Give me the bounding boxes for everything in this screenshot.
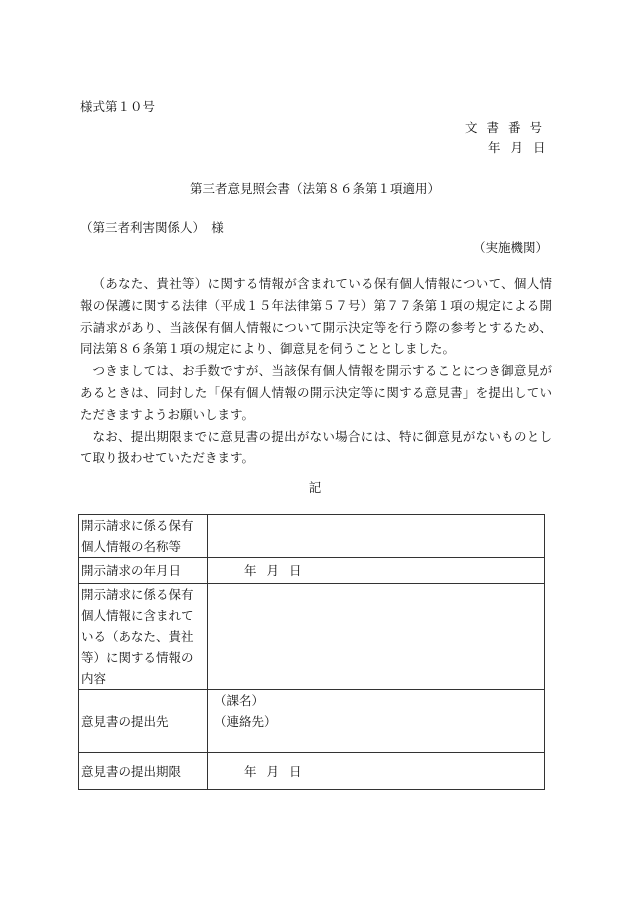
department-name-label: （課名）	[214, 693, 265, 708]
contact-label: （連絡先）	[214, 714, 277, 729]
row-value-submission-deadline[interactable]	[208, 753, 545, 790]
body-paragraph-1: （あなた、貴社等）に関する情報が含まれている保有個人情報について、個人情報の保護に関する法律（平成１５年法律第５７号）第７７条第１項の規定による開示請求があり、当該保有個人情報について開示決定等を行う際の参考とするため、同法第８６条第１項の規定により、御意見を伺うこととしました。	[80, 276, 552, 357]
ki-heading: 記	[308, 480, 322, 495]
table-row	[79, 753, 545, 790]
document-title: 第三者意見照会書（法第８６条第１項適用）	[189, 181, 440, 196]
row-value-information-name[interactable]	[208, 515, 545, 558]
row-label-submission-deadline: 意見書の提出期限	[79, 753, 208, 790]
row-value-information-content[interactable]	[208, 584, 545, 690]
row-label-submission-destination: 意見書の提出先	[79, 690, 208, 753]
sender-organization: （実施機関）	[472, 240, 548, 255]
form-number: 様式第１０号	[80, 99, 156, 114]
issue-date-line: 年月日	[488, 140, 556, 155]
row-label-request-date: 開示請求の年月日	[79, 558, 208, 584]
request-date-blank: 年月日	[244, 563, 312, 578]
table-row	[79, 558, 545, 584]
body-paragraph-3: なお、提出期限までに意見書の提出がない場合には、特に御意見がないものとして取り扱わせていただきます。	[80, 428, 552, 466]
row-value-request-date[interactable]	[208, 558, 545, 584]
addressee: （第三者利害関係人） 様	[80, 220, 224, 235]
row-label-information-content: 開示請求に係る保有個人情報に含まれている（あなた、貴社等）に関する情報の内容	[79, 584, 208, 690]
table-row	[79, 515, 545, 558]
details-table	[78, 514, 545, 790]
row-value-submission-destination[interactable]	[208, 690, 545, 753]
document-number-label: 文書番号	[465, 120, 552, 135]
deadline-date-blank: 年月日	[244, 763, 312, 779]
table-row	[79, 690, 545, 753]
table-row	[79, 584, 545, 690]
body-text	[80, 273, 552, 469]
body-paragraph-2: つきましては、お手数ですが、当該保有個人情報を開示することにつき御意見があるときは、同封した「保有個人情報の開示決定等に関する意見書」を提出していただきますようお願いします。	[80, 363, 552, 422]
row-label-information-name: 開示請求に係る保有個人情報の名称等	[79, 515, 208, 558]
